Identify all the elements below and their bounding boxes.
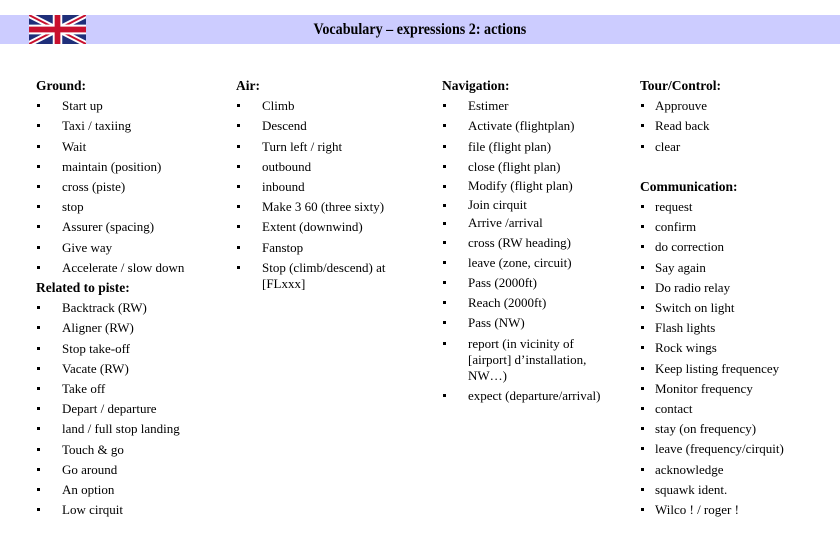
list-item: An option — [36, 480, 226, 500]
heading-navigation: Navigation: — [442, 78, 510, 93]
list-item: file (flight plan) — [442, 137, 612, 157]
list-item: acknowledge — [640, 460, 830, 480]
list-item: maintain (position) — [36, 157, 226, 177]
heading-communication: Communication: — [640, 178, 738, 194]
list-item: Give way — [36, 238, 226, 258]
list-item: Depart / departure — [36, 399, 226, 419]
heading-air: Air: — [236, 78, 260, 93]
list-item: clear — [640, 137, 830, 157]
list-item: Climb — [236, 96, 416, 116]
spacer — [640, 157, 830, 177]
list-item: Approuve — [640, 96, 830, 116]
list-item: leave (frequency/cirquit) — [640, 439, 830, 459]
list-ground — [36, 96, 226, 278]
list-item: Join cirquit — [442, 196, 612, 215]
column-navigation — [442, 76, 612, 406]
list-item: Modify (flight plan) — [442, 177, 612, 196]
list-item: Start up — [36, 96, 226, 116]
list-item: inbound — [236, 177, 416, 197]
list-item: contact — [640, 399, 830, 419]
list-item: Stop (climb/descend) at [FLxxx] — [236, 258, 416, 294]
column-tour-control — [640, 76, 830, 520]
list-item: Do radio relay — [640, 278, 830, 298]
list-item: Reach (2000ft) — [442, 293, 612, 313]
list-item: Descend — [236, 116, 416, 136]
page-title: Vocabulary – expressions 2: actions — [313, 21, 527, 38]
list-item: expect (departure/arrival) — [442, 386, 612, 406]
list-item: Stop take-off — [36, 339, 226, 359]
list-item: squawk ident. — [640, 480, 830, 500]
list-item: Extent (downwind) — [236, 217, 416, 237]
list-item: Aligner (RW) — [36, 318, 226, 338]
list-item: Touch & go — [36, 440, 226, 460]
list-item: Monitor frequency — [640, 379, 830, 399]
list-item: Fanstop — [236, 238, 416, 258]
list-item: request — [640, 197, 830, 217]
list-item: Taxi / taxiing — [36, 116, 226, 136]
list-item: Pass (2000ft) — [442, 273, 612, 293]
list-item: land / full stop landing — [36, 419, 226, 439]
list-item: stop — [36, 197, 226, 217]
list-air — [236, 96, 416, 294]
heading-ground: Ground: — [36, 78, 87, 93]
list-item: cross (piste) — [36, 177, 226, 197]
list-item: leave (zone, circuit) — [442, 253, 612, 273]
list-item: outbound — [236, 157, 416, 177]
list-item: Go around — [36, 460, 226, 480]
list-item: Flash lights — [640, 318, 830, 338]
list-item: Make 3 60 (three sixty) — [236, 197, 416, 217]
list-item: stay (on frequency) — [640, 419, 830, 439]
list-navigation — [442, 96, 612, 405]
list-communication — [640, 197, 830, 520]
list-item: Estimer — [442, 96, 612, 116]
list-item: Rock wings — [640, 338, 830, 358]
list-item: Turn left / right — [236, 137, 416, 157]
list-item: Read back — [640, 116, 830, 136]
list-item: close (flight plan) — [442, 157, 612, 177]
list-tour-control — [640, 96, 830, 157]
column-air — [236, 76, 416, 294]
list-item: Assurer (spacing) — [36, 217, 226, 237]
list-related-to-piste — [36, 298, 226, 520]
list-item: Take off — [36, 379, 226, 399]
list-item: Low cirquit — [36, 500, 226, 520]
list-item: Wilco ! / roger ! — [640, 500, 830, 520]
heading-tour-control: Tour/Control: — [640, 78, 722, 93]
list-item: Arrive /arrival — [442, 214, 612, 233]
heading-related-to-piste: Related to piste: — [36, 280, 130, 296]
list-item: Pass (NW) — [442, 313, 612, 333]
list-item: cross (RW heading) — [442, 233, 612, 253]
list-item: Accelerate / slow down — [36, 258, 226, 278]
list-item: Wait — [36, 137, 226, 157]
list-item: Say again — [640, 258, 830, 278]
list-item: Backtrack (RW) — [36, 298, 226, 318]
list-item: Keep listing frequencey — [640, 359, 830, 379]
list-item: report (in vicinity of [airport] d’installation, NW…) — [442, 334, 612, 386]
list-item: confirm — [640, 217, 830, 237]
list-item: do correction — [640, 237, 830, 257]
list-item: Activate (flightplan) — [442, 116, 612, 136]
column-ground — [36, 76, 226, 520]
list-item: Switch on light — [640, 298, 830, 318]
list-item: Vacate (RW) — [36, 359, 226, 379]
